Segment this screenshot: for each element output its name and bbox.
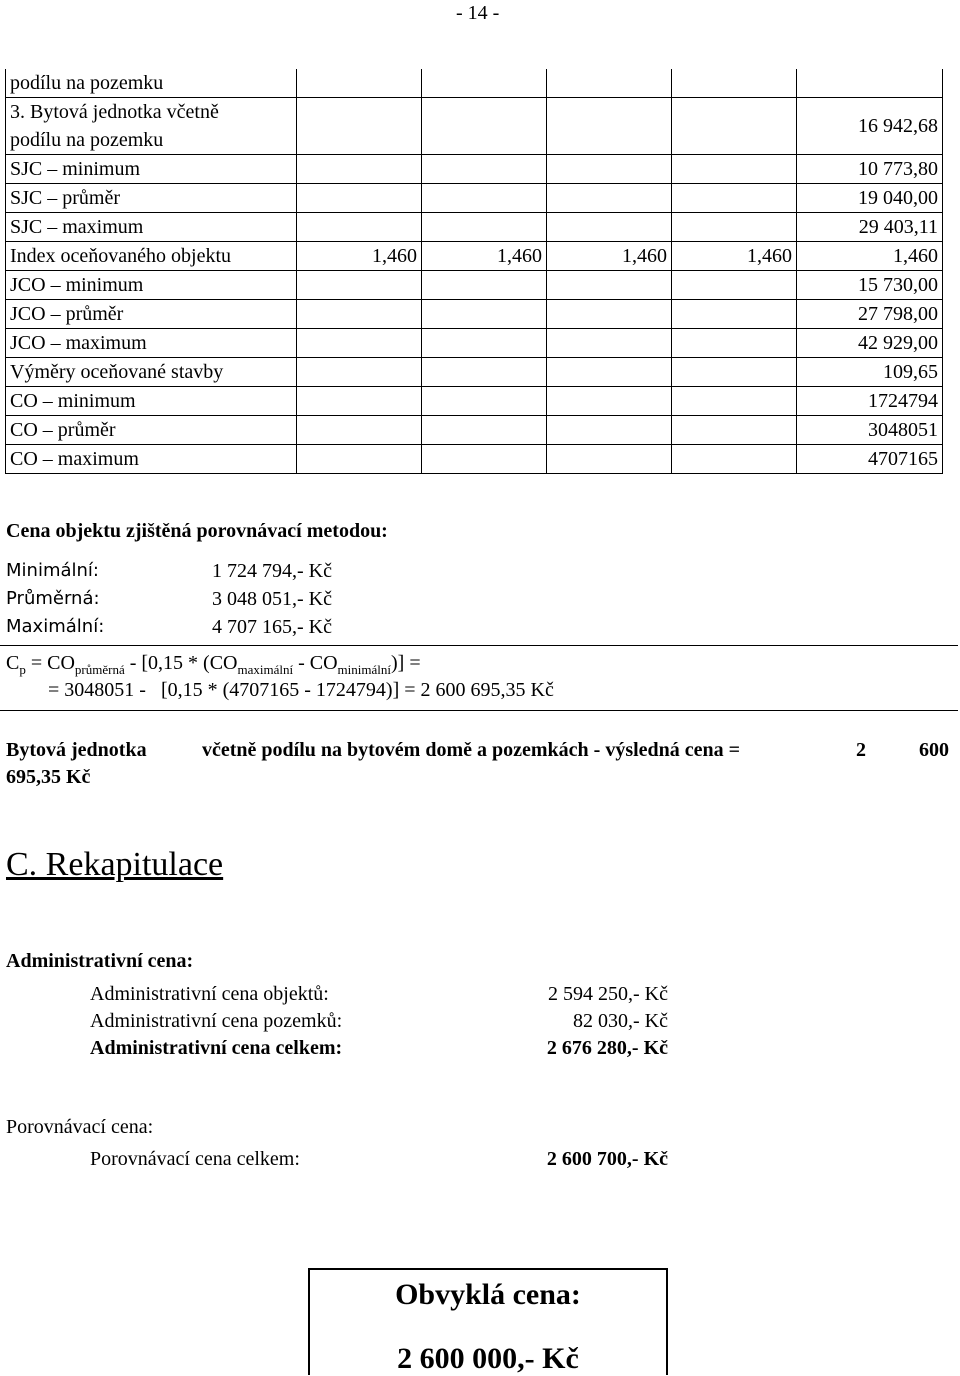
result-value-part2: 600 (919, 739, 949, 761)
row-label (6, 69, 297, 98)
table-row (6, 329, 943, 358)
row-value (547, 69, 672, 98)
divider-bottom (0, 710, 958, 711)
row-value (297, 69, 422, 98)
admin-heading: Administrativní cena: (6, 950, 194, 972)
row-value (547, 416, 672, 445)
row-value (297, 213, 422, 242)
final-price-box (308, 1268, 668, 1375)
row-label (6, 213, 297, 242)
final-price-title: Obvyklá cena: (395, 1278, 581, 1311)
row-value (672, 416, 797, 445)
label-avg: Průměrná: (6, 588, 100, 609)
row-label-text: podílu na pozemku (10, 72, 164, 94)
row-value (672, 184, 797, 213)
table-row (6, 416, 943, 445)
row-label (6, 98, 297, 155)
row-label-text: JCO – maximum (10, 332, 147, 354)
row-value (547, 387, 672, 416)
table-row (6, 184, 943, 213)
row-value (672, 69, 797, 98)
row-value (297, 329, 422, 358)
row-label-text: CO – maximum (10, 448, 139, 470)
row-label (6, 329, 297, 358)
row-value (547, 184, 672, 213)
row-value (422, 98, 547, 155)
admin-land-label: Administrativní cena pozemků: (90, 1010, 343, 1032)
divider-top (0, 645, 958, 646)
row-value (672, 358, 797, 387)
row-value (297, 445, 422, 474)
row-value (547, 445, 672, 474)
row-value: 1,460 (672, 242, 797, 271)
row-value (297, 98, 422, 155)
row-value (672, 98, 797, 155)
row-value (297, 358, 422, 387)
row-label (6, 155, 297, 184)
row-value (547, 300, 672, 329)
row-value (422, 213, 547, 242)
row-label-text: Index oceňovaného objektu (10, 245, 232, 267)
valuation-table (5, 69, 943, 474)
row-value: 1,460 (422, 242, 547, 271)
final-price-value: 2 600 000,- Kč (397, 1342, 579, 1375)
row-value (297, 271, 422, 300)
value-min: 1 724 794,- Kč (212, 560, 332, 582)
row-value: 19 040,00 (797, 184, 943, 213)
table-row (6, 300, 943, 329)
row-value (297, 300, 422, 329)
row-value (547, 358, 672, 387)
result-value-part3: 695,35 Kč (6, 766, 91, 788)
row-value (672, 387, 797, 416)
row-label-text: SJC – minimum (10, 158, 141, 180)
table-row (6, 242, 943, 271)
row-value: 4707165 (797, 445, 943, 474)
page-number: - 14 - (456, 2, 500, 24)
formula-line-2: = 3048051 - [0,15 * (4707165 - 1724794)] = 2 600 695,35 Kč (48, 679, 554, 701)
row-value (547, 155, 672, 184)
table-row (6, 69, 943, 98)
row-value: 42 929,00 (797, 329, 943, 358)
row-value (547, 271, 672, 300)
row-label (6, 445, 297, 474)
admin-total-value: 2 676 280,- Kč (546, 1037, 668, 1059)
row-label (6, 416, 297, 445)
row-label-text: SJC – maximum (10, 216, 144, 238)
value-avg: 3 048 051,- Kč (212, 588, 332, 610)
row-label (6, 387, 297, 416)
row-value: 3048051 (797, 416, 943, 445)
row-value (422, 300, 547, 329)
row-value (422, 445, 547, 474)
comp-total-value: 2 600 700,- Kč (546, 1148, 668, 1170)
row-value (547, 98, 672, 155)
row-label-text: CO – minimum (10, 390, 136, 412)
row-value (422, 69, 547, 98)
admin-land-value: 82 030,- Kč (573, 1010, 668, 1032)
row-value (672, 155, 797, 184)
valuation-table-body (6, 69, 943, 474)
row-value (422, 329, 547, 358)
row-value (547, 329, 672, 358)
comparative-heading: Cena objektu zjištěná porovnávací metodou: (6, 520, 388, 542)
row-label (6, 358, 297, 387)
row-label-text: CO – průměr (10, 419, 116, 441)
result-value-part1: 2 (856, 739, 866, 761)
table-row (6, 271, 943, 300)
row-value (422, 155, 547, 184)
table-row (6, 213, 943, 242)
result-label-a: Bytová jednotka (6, 739, 147, 761)
row-value (297, 184, 422, 213)
label-min: Minimální: (6, 560, 99, 581)
row-value (422, 416, 547, 445)
row-value (297, 387, 422, 416)
row-label-text: JCO – minimum (10, 274, 144, 296)
table-row (6, 387, 943, 416)
row-value (297, 155, 422, 184)
row-label (6, 242, 297, 271)
row-label (6, 271, 297, 300)
row-label-text: SJC – průměr (10, 187, 120, 209)
row-label (6, 184, 297, 213)
row-value (422, 184, 547, 213)
row-value: 10 773,80 (797, 155, 943, 184)
row-label-text: Výměry oceňované stavby (10, 361, 224, 383)
row-value: 1,460 (797, 242, 943, 271)
row-value: 1724794 (797, 387, 943, 416)
table-row (6, 358, 943, 387)
row-value (422, 271, 547, 300)
row-label-text: JCO – průměr (10, 303, 124, 325)
row-value (672, 300, 797, 329)
row-value (797, 69, 943, 98)
table-row (6, 98, 943, 155)
row-value (422, 358, 547, 387)
row-label-line: podílu na pozemku (10, 129, 164, 151)
value-max: 4 707 165,- Kč (212, 616, 332, 638)
result-label-b: včetně podílu na bytovém domě a pozemkách - výsledná cena = (202, 739, 741, 761)
label-max: Maximální: (6, 616, 105, 637)
row-value: 109,65 (797, 358, 943, 387)
row-label-line: 3. Bytová jednotka včetně (10, 101, 219, 123)
row-value (422, 387, 547, 416)
row-label (6, 300, 297, 329)
row-value (672, 213, 797, 242)
table-row (6, 445, 943, 474)
row-value (672, 329, 797, 358)
admin-objects-label: Administrativní cena objektů: (90, 983, 329, 1005)
table-row (6, 155, 943, 184)
row-value (547, 213, 672, 242)
admin-objects-value: 2 594 250,- Kč (548, 983, 668, 1005)
comp-total-label: Porovnávací cena celkem: (90, 1148, 300, 1170)
row-value: 16 942,68 (797, 98, 943, 155)
row-value (672, 445, 797, 474)
row-value: 27 798,00 (797, 300, 943, 329)
recap-title: C. Rekapitulace (6, 846, 224, 883)
row-value: 1,460 (547, 242, 672, 271)
comp-heading: Porovnávací cena: (6, 1116, 154, 1138)
row-value: 29 403,11 (797, 213, 943, 242)
row-value (297, 416, 422, 445)
admin-total-label: Administrativní cena celkem: (90, 1037, 343, 1059)
row-value: 1,460 (297, 242, 422, 271)
formula-line-1: $C_p = CO_{průměrná} - [0,15 * (CO_{maximální} - CO_{minimální})]$ = (6, 652, 421, 677)
row-value: 15 730,00 (797, 271, 943, 300)
row-value (672, 271, 797, 300)
